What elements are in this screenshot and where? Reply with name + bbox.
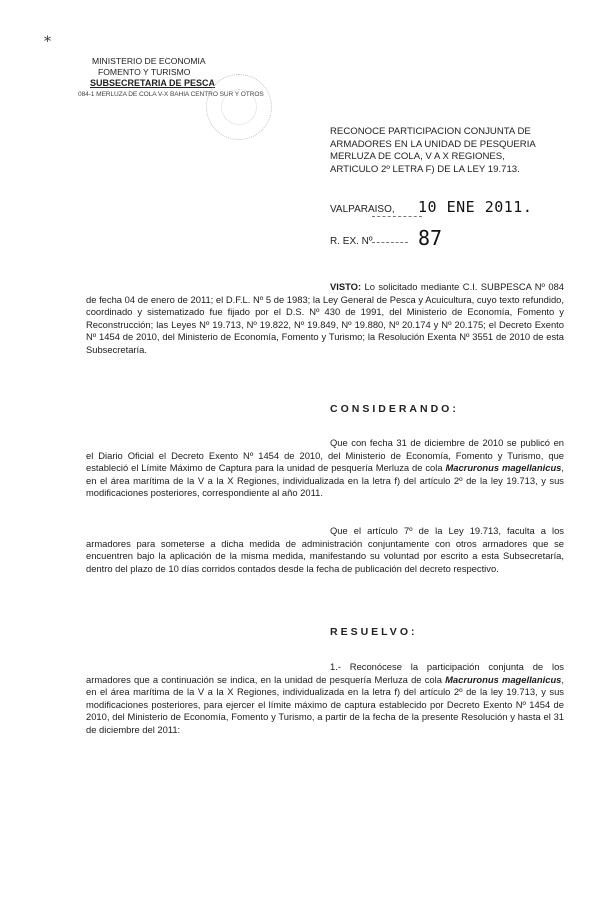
species-name: Macruronus magellanicus [445, 462, 562, 474]
date-dash-line [372, 216, 422, 217]
resuelvo-text-b: , en el área marítima de la V a la X Regiones, individualizada en la letra f) del artículo 2º de la ley 19.713, y sus modificaciones posteriores, para ejercer el límite máximo de captura establecido por Decreto Exento Nº 1454 de 2010, del Ministerio de Economía, Fomento y Turismo, a partir de la fecha de la presente Resolución y hasta el 31 de diciembre del 2011: [86, 673, 564, 735]
resolution-dash-line [372, 242, 408, 243]
ministry-line-2: FOMENTO Y TURISMO [98, 67, 191, 77]
species-name: Macruronus magellanicus [445, 673, 562, 685]
visto-label: VISTO: [330, 281, 362, 292]
subject-line: MERLUZA DE COLA, V A X REGIONES, [330, 151, 505, 162]
visto-text: Lo solicitado mediante C.I. SUBPESCA Nº 084 de fecha 04 de enero de 2011; el D.F.L. Nº 5 de 1983; la Ley General de Pesca y Acuicultura, cuyo texto refundido, coordinado y sistematizado fue fijado por el D.S. Nº 430 de 1991, del Ministerio de Economía, Fomento y Reconstrucción; las Leyes Nº 19.713, Nº 19.822, Nº 19.849, Nº 19.880, Nº 20.174 y Nº 20.175; el Decreto Exento Nº 1454 de 2010, del Ministerio de Economía, Fomento y Turismo; la Resolución Exenta Nº 3551 de 2010 de esta Subsecretaría. [86, 281, 564, 355]
file-reference: 084-1 MERLUZA DE COLA V-X BAHIA CENTRO SUR Y OTROS [78, 91, 264, 98]
faded-seal-stamp [206, 74, 272, 140]
visto-paragraph [86, 281, 564, 357]
faded-seal-inner [221, 89, 257, 125]
considerando-paragraph-2: Que el artículo 7º de la Ley 19.713, faculta a los armadores para someterse a dicha medida de administración conjuntamente con otros armadores que se encuentren bajo la aplicación de la misma medida, manifestando su voluntad por escrito a esta Subsecretaría, dentro del plazo de 10 días corridos contados desde la fecha de publicación del decreto respectivo. [86, 525, 564, 574]
resolution-label: R. EX. Nº [330, 236, 373, 247]
city-label: VALPARAISO, [330, 204, 395, 215]
subsecretaria-line: SUBSECRETARIA DE PESCA [90, 78, 216, 88]
ministry-line: MINISTERIO DE ECONOMIA [92, 56, 206, 66]
considerando-heading: CONSIDERANDO: [330, 403, 459, 415]
considerando-text-b: , en el área marítima de la V a la X Regiones, individualizada en la letra f) del artículo 2º de la ley 19.713, y sus modificaciones posteriores, correspondiente al año 2011. [86, 462, 564, 499]
resuelvo-heading: RESUELVO: [330, 626, 418, 638]
resolution-number: 87 [418, 226, 443, 250]
subject-block [330, 126, 562, 176]
considerando-paragraph-1 [86, 437, 564, 500]
date-stamp: 10 ENE 2011. [418, 198, 533, 216]
resuelvo-text-a: 1.- Reconócese la participación conjunta de los armadores que a continuación se indica, en la unidad de pesquería Merluza de cola [86, 661, 564, 685]
resuelvo-paragraph-1 [86, 661, 564, 737]
considerando-text-a: Que con fecha 31 de diciembre de 2010 se publicó en el Diario Oficial el Decreto Exento Nº 1454 de 2010, del Ministerio de Economía, Fomento y Turismo, que estableció el Límite Máximo de Captura para la unidad de pesquería Merluza de cola [86, 437, 564, 474]
subject-line: RECONOCE PARTICIPACION CONJUNTA DE [330, 126, 531, 137]
subject-line: ARTICULO 2º LETRA F) DE LA LEY 19.713. [330, 163, 520, 175]
subject-line: ARMADORES EN LA UNIDAD DE PESQUERIA [330, 138, 536, 150]
corner-mark: * [44, 34, 51, 50]
